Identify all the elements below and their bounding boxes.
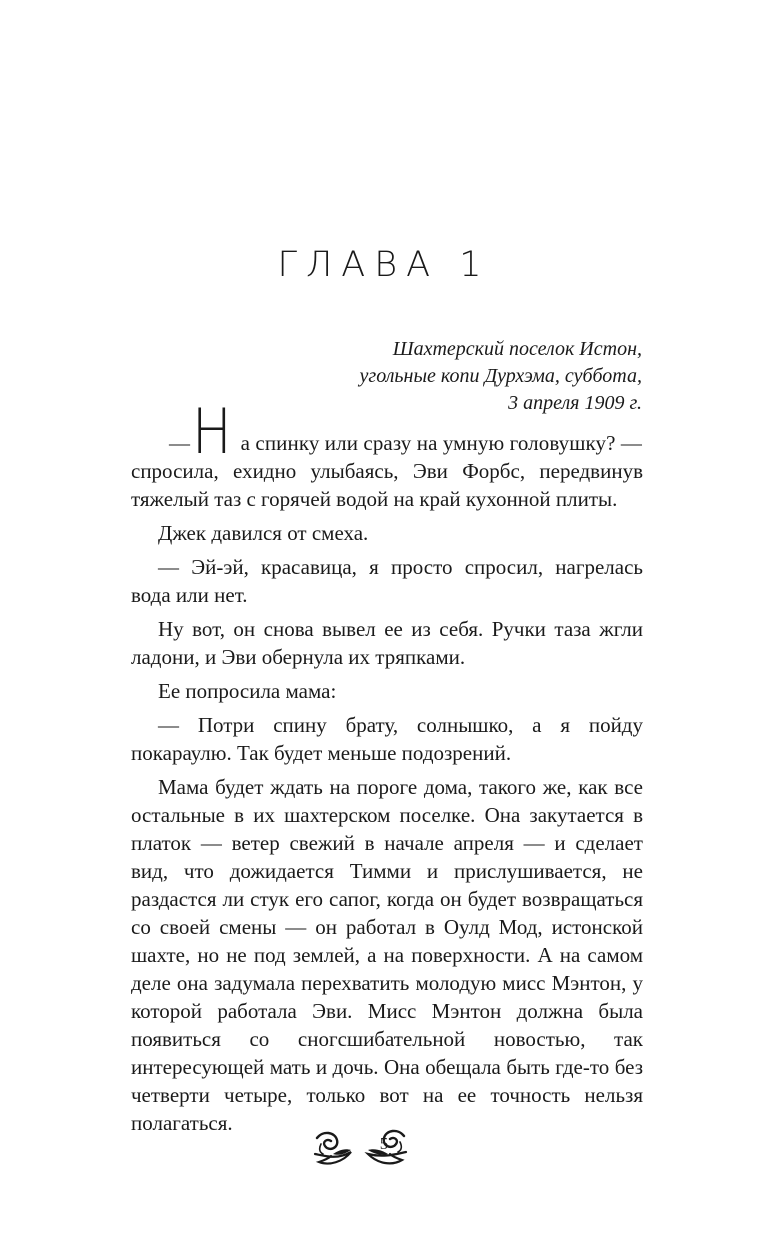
epigraph-line: Шахтерский поселок Истон,	[392, 338, 642, 360]
page-footer	[0, 1124, 768, 1172]
paragraph: — Эй-эй, красавица, я просто спросил, нагрелась вода или нет.	[131, 555, 643, 607]
page-number: 5	[379, 1134, 389, 1153]
epigraph-line: 3 апреля 1909 г.	[508, 392, 642, 414]
paragraph: — Потри спину брату, солнышко, а я пойду покараулю. Так будет меньше подозрений.	[131, 713, 643, 765]
first-line-text: а спинку или сразу на умную головушку? —	[240, 431, 642, 455]
paragraph: Ее попросила мама:	[158, 679, 337, 703]
paragraph: Ну вот, он снова вывел ее из себя. Ручки таза жгли ладони, и Эви обернула их тряпками.	[131, 617, 643, 669]
epigraph-line: угольные копи Дурхэма, суббота,	[359, 365, 642, 387]
opening-dash: —	[169, 431, 190, 455]
first-paragraph-continuation: спросила, ехидно улыбаясь, Эви Форбс, передвинув тяжелый таз с горячей водой на край кухонной плиты.	[131, 459, 643, 511]
right-flourish-icon	[364, 1124, 408, 1170]
drop-cap: Н	[192, 395, 232, 468]
chapter-title: ГЛАВА 1	[277, 245, 491, 285]
paragraph: Джек давился от смеха.	[158, 521, 369, 545]
paragraph: Мама будет ждать на пороге дома, такого же, как все остальные в их шахтерском поселке. Она закутается в платок — ветер свежий в начале апреля — и сделает вид, что дожидается Тимми и прислушивается, не раздастся ли стук его сапог, когда он будет возвращаться со своей смены — он работал в Оулд Мод, истонской шахте, но не под землей, а на поверхности. А на самом деле она задумала перехватить молодую мисс Мэнтон, у которой работала Эви. Мисс Мэнтон должна была появиться со сногсшибательной новостью, так интересующей мать и дочь. Она обещала быть где-то без четверти четыре, только вот на ее точность нельзя полагаться.	[131, 775, 643, 1135]
